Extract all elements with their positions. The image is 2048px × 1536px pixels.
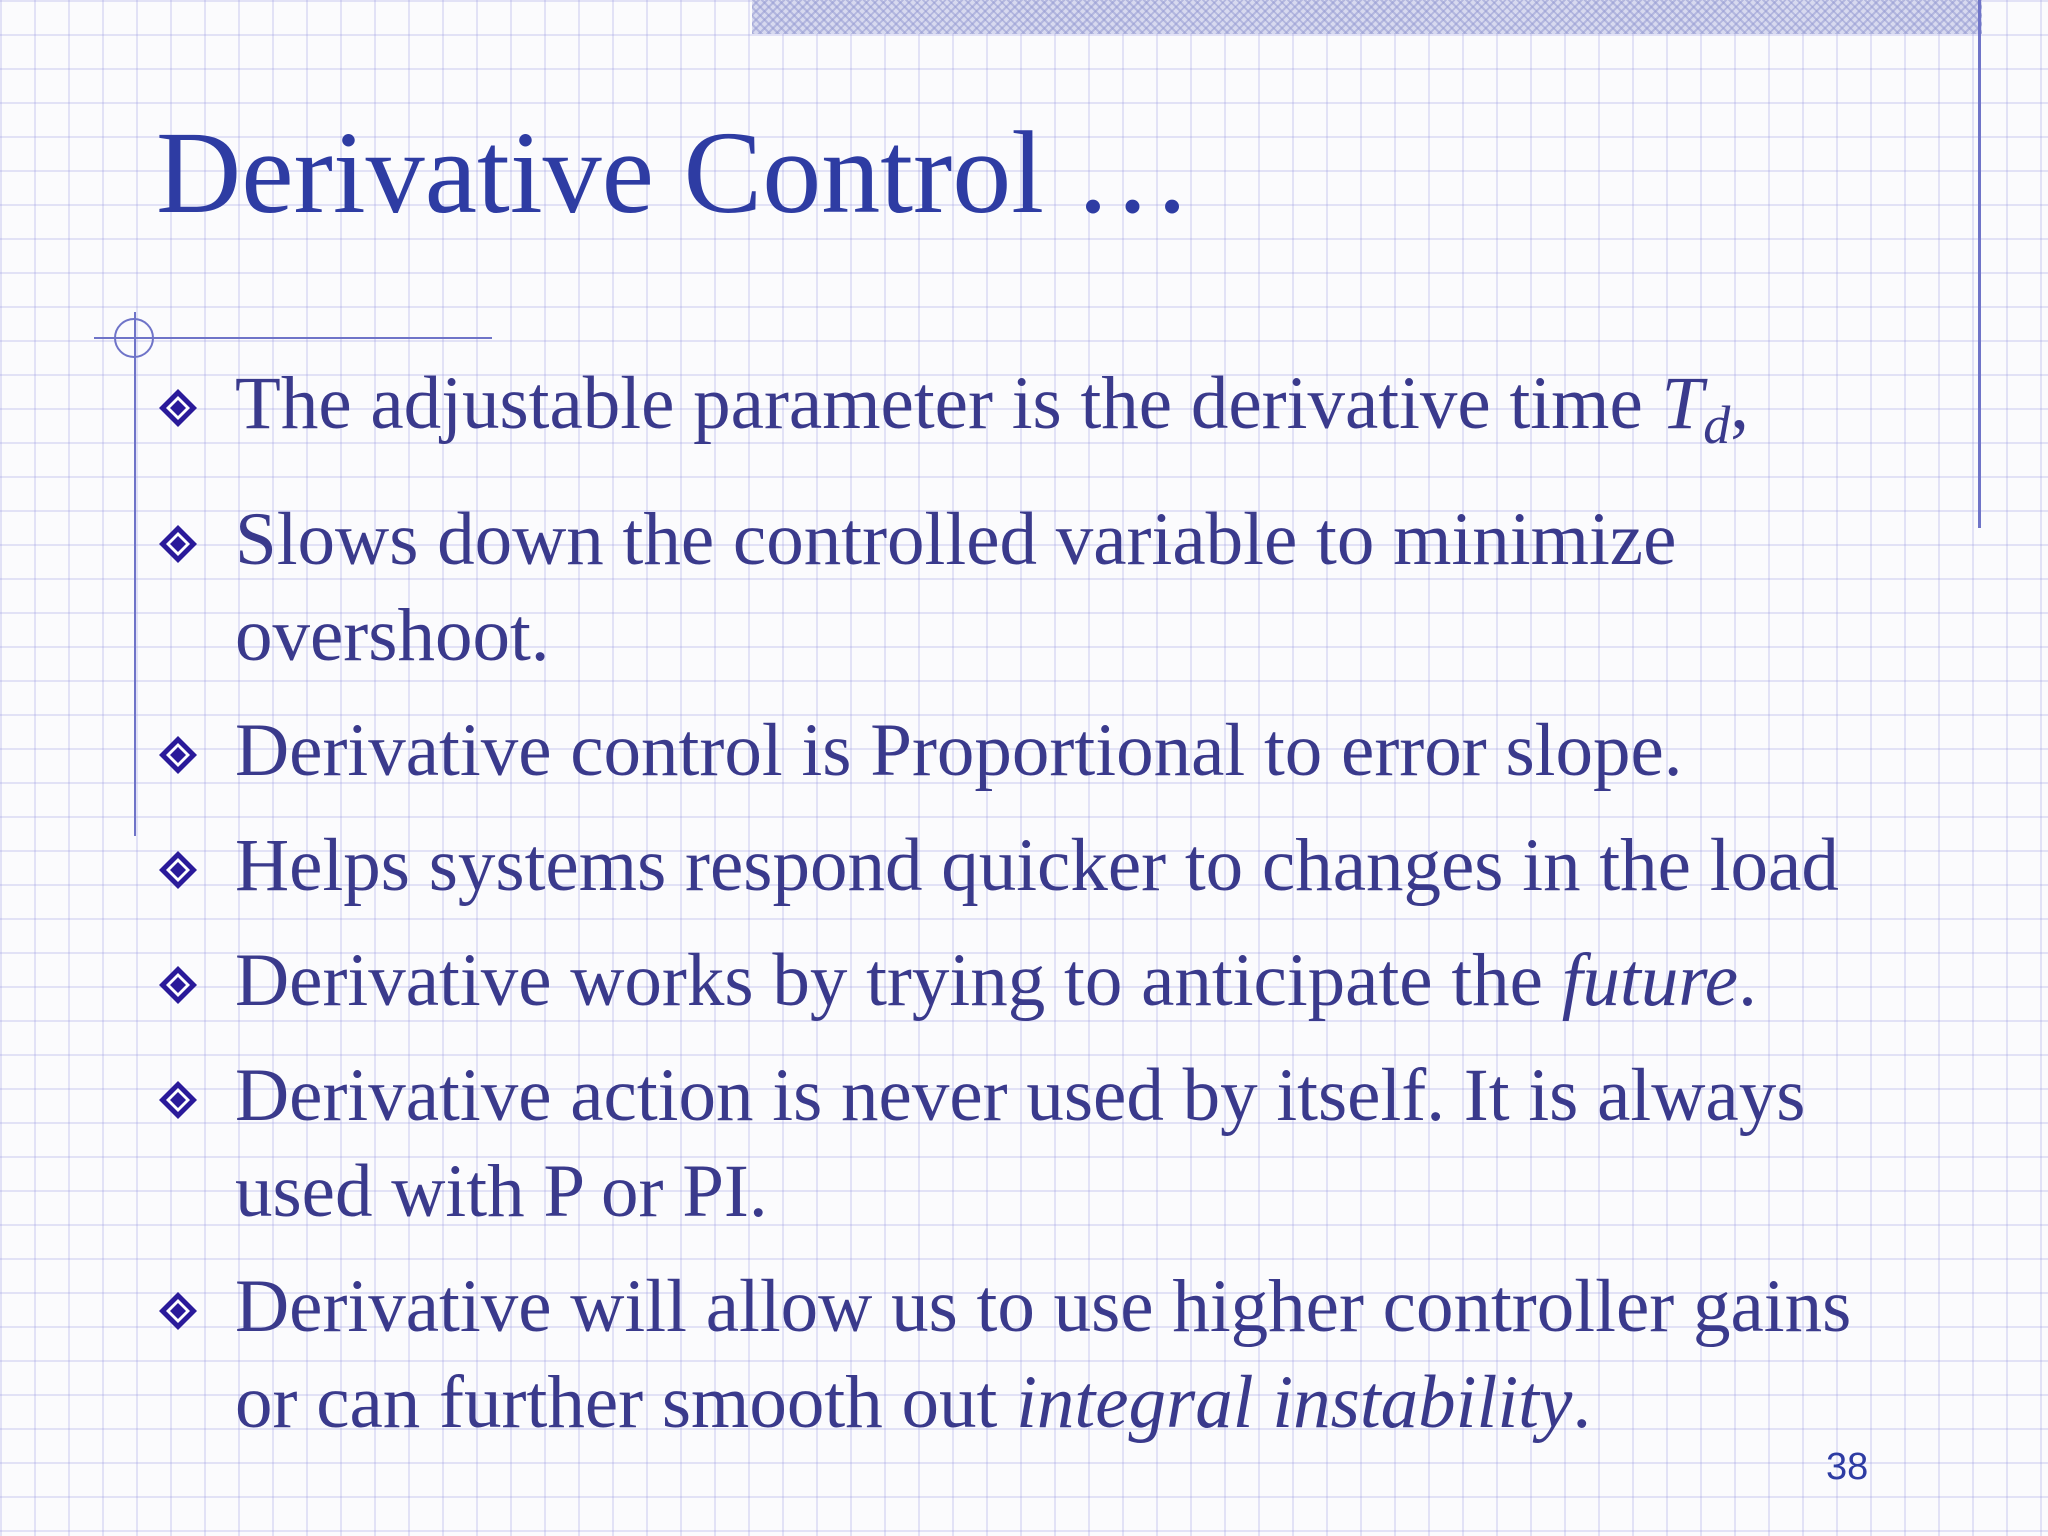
subscript-text: d (1703, 395, 1731, 456)
bullet-text-run: . (1738, 939, 1757, 1023)
diamond-bullet-icon (158, 388, 198, 428)
bullet-text (235, 362, 1749, 456)
bullet-text-run: Helps systems respond quicker to changes in the load (235, 824, 1839, 908)
bullet-italic-text: integral instability (1016, 1361, 1573, 1445)
diamond-bullet-icon (158, 735, 198, 775)
bullet-text (235, 709, 1683, 792)
bullet-list (152, 356, 1952, 1470)
diamond-bullet-icon (158, 1291, 198, 1331)
slide-title: Derivative Control … (156, 107, 1192, 238)
bullet-text-run: used with P or PI. (235, 1150, 768, 1234)
right-decorative-rule (1978, 0, 1981, 528)
bullet-text-run: overshoot. (235, 594, 550, 678)
bullet-text-run: Derivative will allow us to use higher controller gains (235, 1265, 1852, 1349)
slide-number: 38 (1826, 1446, 1869, 1488)
bullet-text (235, 1265, 1851, 1444)
bullet-text-run: . (1572, 1361, 1592, 1445)
bullet-item (152, 818, 1952, 914)
diamond-bullet-icon (158, 1080, 198, 1120)
bullet-text-run: Derivative control is Proportional to error slope. (235, 709, 1683, 793)
bullet-item (152, 703, 1952, 799)
bullet-item (152, 1048, 1952, 1240)
bullet-text-run: The adjustable parameter is the derivative time (235, 362, 1662, 445)
top-decorative-band (752, 0, 1982, 34)
decorative-circle-icon (114, 318, 154, 358)
bullet-text-run: Derivative action is never used by itself. It is always (235, 1054, 1806, 1138)
bullet-italic-text: T (1661, 362, 1704, 445)
bullet-text (235, 1054, 1805, 1233)
bullet-italic-text: future (1561, 939, 1739, 1023)
diamond-bullet-icon (158, 524, 198, 564)
bullet-text-run: Derivative works by trying to anticipate the (235, 939, 1562, 1023)
bullet-text-run: Slows down the controlled variable to minimize (235, 498, 1677, 582)
bullet-text (235, 498, 1676, 677)
bullet-item (152, 492, 1952, 684)
diamond-bullet-icon (158, 965, 198, 1005)
bullet-item (152, 1259, 1952, 1451)
bullet-text (235, 939, 1757, 1022)
diamond-bullet-icon (158, 850, 198, 890)
left-decorative-rule (134, 312, 136, 836)
bullet-item (152, 933, 1952, 1029)
bullet-item (152, 356, 1952, 473)
bullet-text-run: , (1730, 362, 1749, 445)
bullet-text-run: or can further smooth out (235, 1361, 1017, 1445)
bullet-text (235, 824, 1839, 907)
